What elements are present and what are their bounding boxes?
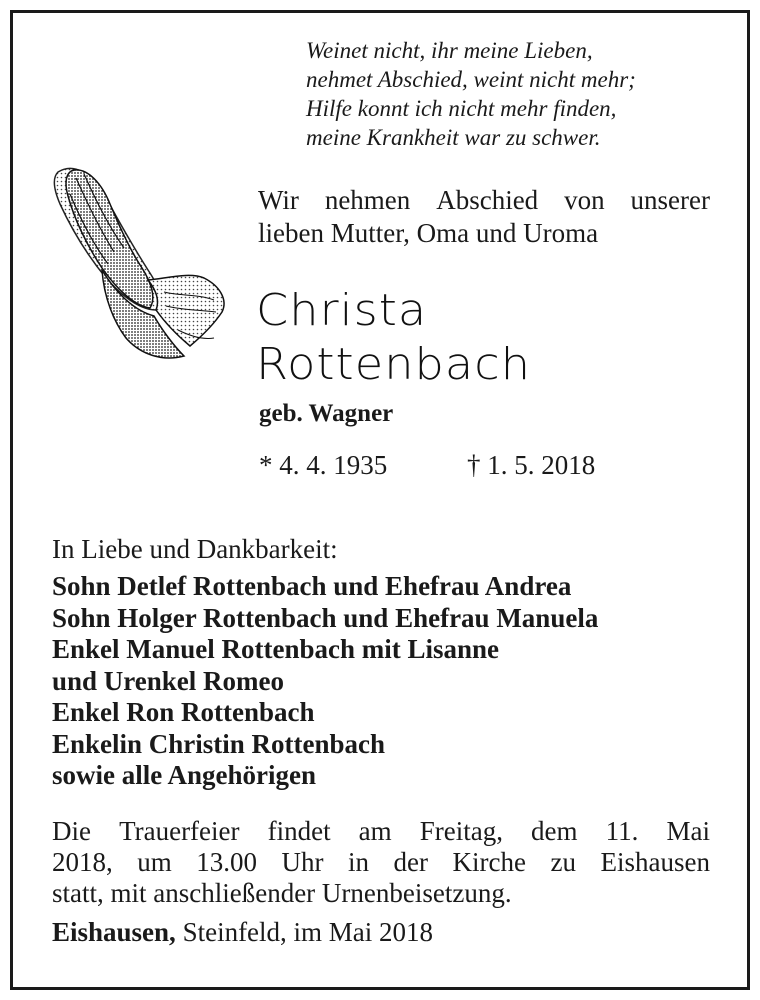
poem bbox=[306, 36, 636, 152]
service-line-2 bbox=[52, 847, 710, 878]
place-rest: Steinfeld, im Mai 2018 bbox=[175, 917, 434, 947]
service-word: 2018, bbox=[52, 847, 113, 877]
intro-word: Wir bbox=[258, 185, 299, 215]
service-word: Uhr bbox=[281, 847, 324, 877]
service-word: 11. bbox=[605, 816, 639, 846]
service-word: Trauerfeier bbox=[119, 816, 240, 846]
last-name: Rottenbach bbox=[256, 339, 532, 390]
mourner-line: Enkel Manuel Rottenbach mit Lisanne bbox=[52, 634, 500, 664]
mourner-line: Enkel Ron Rottenbach bbox=[52, 697, 315, 727]
poem-line: nehmet Abschied, weint nicht mehr; bbox=[306, 67, 636, 92]
praying-hands-icon bbox=[44, 160, 234, 370]
service-word: findet bbox=[267, 816, 331, 846]
poem-line: meine Krankheit war zu schwer. bbox=[306, 125, 601, 150]
intro-word: von bbox=[564, 185, 605, 215]
place-bold: Eishausen, bbox=[52, 917, 176, 947]
intro-word: nehmen bbox=[324, 185, 411, 215]
service-word: Eishausen bbox=[600, 847, 710, 877]
service-line-3: statt, mit anschließender Urnenbeisetzung. bbox=[52, 878, 512, 908]
service-word: in bbox=[348, 847, 370, 877]
intro-word: Abschied bbox=[436, 185, 539, 215]
intro-text bbox=[258, 184, 710, 250]
service-line-1 bbox=[52, 816, 710, 847]
birth-date: * 4. 4. 1935 bbox=[259, 450, 388, 480]
deceased-name bbox=[256, 284, 532, 392]
service-word: Freitag, bbox=[419, 816, 503, 846]
intro-line-2: lieben Mutter, Oma und Uroma bbox=[258, 218, 599, 248]
place-date bbox=[52, 917, 433, 948]
mourners-intro: In Liebe und Dankbarkeit: bbox=[52, 534, 338, 564]
mourner-line: Enkelin Christin Rottenbach bbox=[52, 728, 386, 759]
mourner-line: und Urenkel Romeo bbox=[52, 665, 285, 696]
mourner-line: Sohn Holger Rottenbach und Ehefrau Manuela bbox=[52, 602, 599, 633]
service-word: Die bbox=[52, 816, 91, 846]
service-word: am bbox=[358, 816, 392, 846]
poem-line: Hilfe konnt ich nicht mehr finden, bbox=[306, 96, 617, 121]
service-info bbox=[52, 816, 710, 909]
mourner-line: Sohn Detlef Rottenbach und Ehefrau Andrea bbox=[52, 571, 572, 601]
intro-line-1 bbox=[258, 184, 710, 217]
service-word: der bbox=[393, 847, 429, 877]
service-word: Mai bbox=[666, 816, 710, 846]
service-word: Kirche bbox=[452, 847, 526, 877]
mourners-list bbox=[52, 571, 598, 792]
first-name: Christa bbox=[256, 285, 428, 336]
maiden-name: geb. Wagner bbox=[259, 400, 394, 427]
mourner-line: sowie alle Angehörigen bbox=[52, 760, 316, 790]
service-word: dem bbox=[531, 816, 578, 846]
death-date: † 1. 5. 2018 bbox=[467, 450, 596, 480]
service-word: zu bbox=[550, 847, 576, 877]
intro-word: unserer bbox=[630, 185, 710, 215]
service-word: 13.00 bbox=[196, 847, 258, 877]
poem-line: Weinet nicht, ihr meine Lieben, bbox=[306, 38, 593, 63]
service-word: um bbox=[137, 847, 172, 877]
life-dates bbox=[259, 450, 596, 481]
